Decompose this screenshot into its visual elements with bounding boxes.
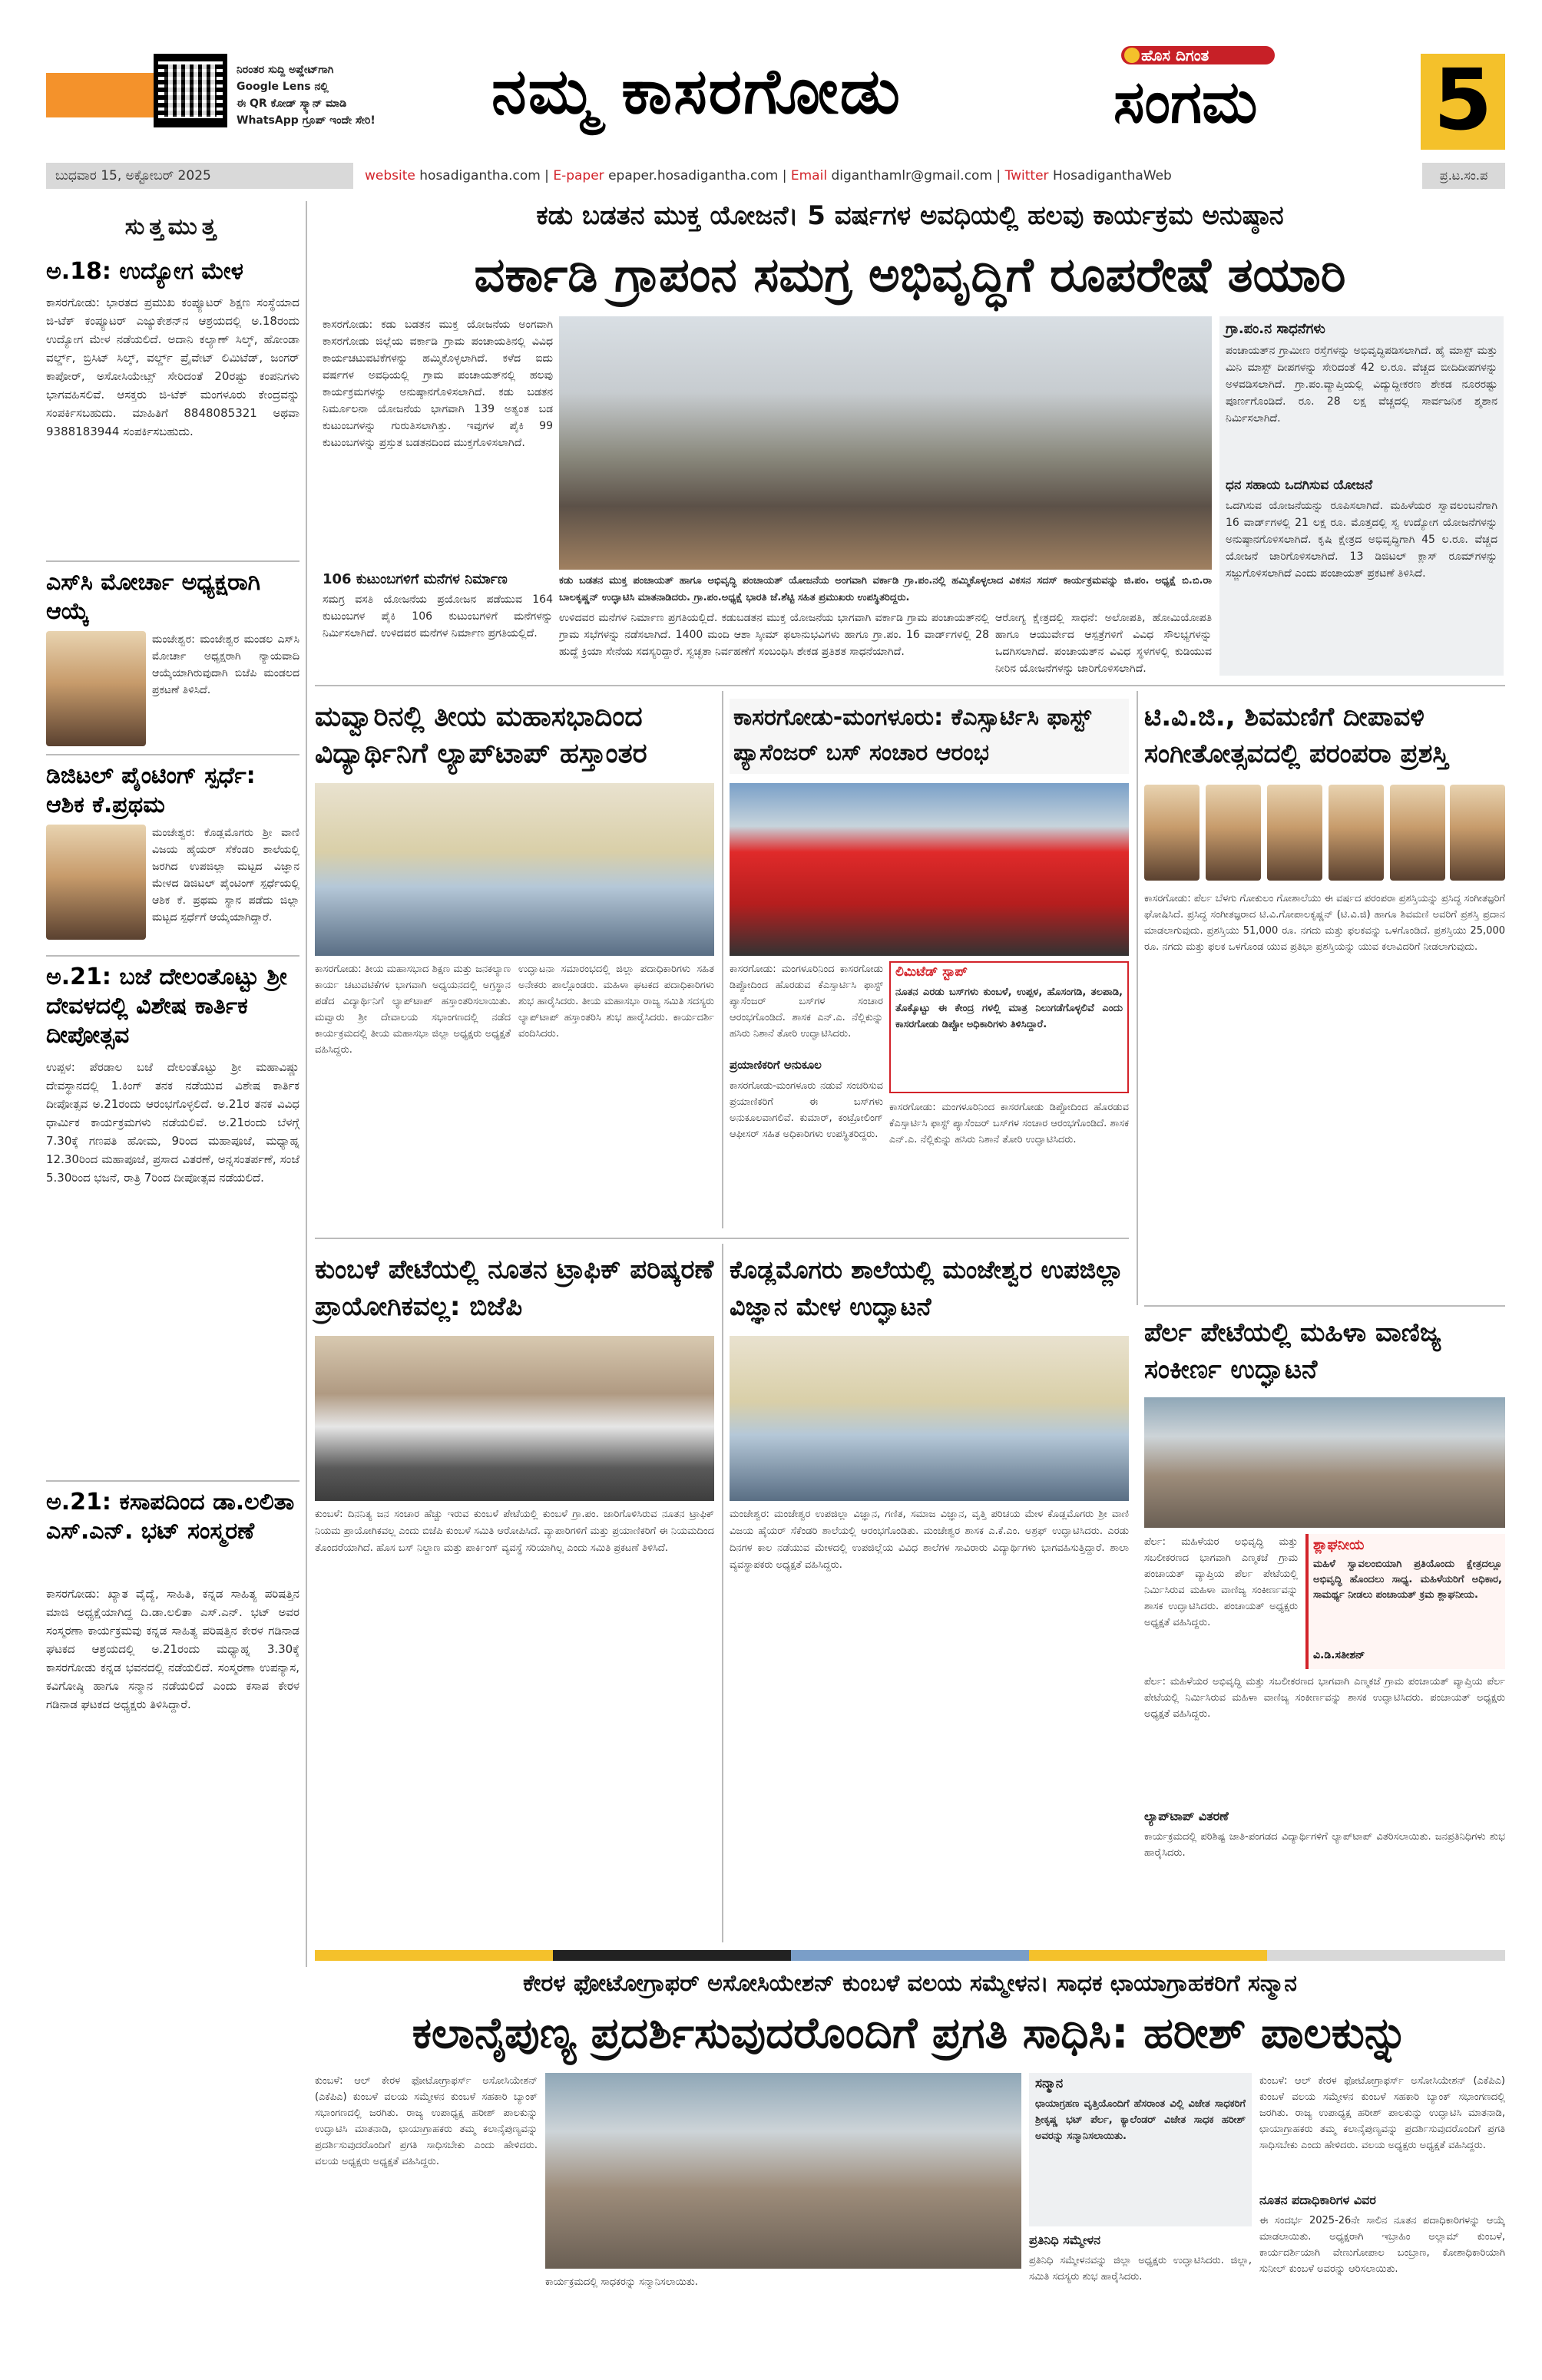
email-link[interactable]: diganthamlr@gmail.com [831, 168, 993, 183]
box-title: ಸನ್ಮಾನ [1035, 2076, 1064, 2091]
divider [315, 1238, 1129, 1239]
street-photo [315, 1336, 714, 1501]
article-body: ಮಂಜೇಶ್ವರ: ಕೊಡ್ಲಮೊಗರು ಶ್ರೀ ವಾಣಿ ವಿಜಯ ಹೈಯರ್ ಸೆಕೆಂಡರಿ ಶಾಲೆಯಲ್ಲಿ ಜರಗಿದ ಉಪಜಿಲ್ಲಾ ಮಟ್ಟದ ವಿಜ್ಞಾನ ಮೇಳದ ಡಿಜಿಟಲ್ ಪೈಂಟಿಂಗ್ ಸ್ಪರ್ಧೆಯಲ್ಲಿ ಆಶಿಕ ಕೆ. ಪ್ರಥಮ ಸ್ಥಾನ ಪಡೆದು ಜಿಲ್ಲಾ ಮಟ್ಟದ ಸ್ಪರ್ಧೆಗೆ ಆಯ್ಕೆಯಾಗಿದ್ದಾರೆ. [152, 827, 299, 924]
article-body: ಕಾಸರಗೋಡು: ಮಂಗಳೂರಿನಿಂದ ಕಾಸರಗೋಡು ಡಿಪ್ಪೋದಿಂದ ಹೊರಡುವ ಕೆಎಸ್ಸಾರ್ಟಿಸಿ ಫಾಸ್ಟ್ ಪ್ಯಾಸೆಂಜರ್ ಬಸ್‌ಗಳ ಸಂಚಾರ ಆರಂಭಗೊಂಡಿದೆ. ಶಾಸಕ ಎನ್.ಎ. ನೆಲ್ಲಿಕುನ್ನು ಹಸಿರು ನಿಶಾನೆ ತೋರಿ ಉದ್ಘಾಟಿಸಿದರು. [889, 1102, 1129, 1145]
group-photo [545, 2073, 1021, 2269]
subheading: ಪ್ರತಿನಿಧಿ ಸಮ್ಮೇಳನ [1029, 2233, 1100, 2247]
headline: ಅ.21: ಬಜೆ ದೇಲಂತೊಟ್ಟು ಶ್ರೀ ದೇವಳದಲ್ಲಿ ವಿಶೇಷ ಕಾರ್ತಿಕ ದೀಪೋತ್ಸವ [46, 964, 287, 1049]
website-link[interactable]: hosadigantha.com [419, 168, 541, 183]
subheading: ನೂತನ ಪದಾಧಿಕಾರಿಗಳ ವಿವರ [1259, 2193, 1376, 2207]
lead-headline: ಕಲಾನೈಪುಣ್ಯ ಪ್ರದರ್ಶಿಸುವುದರೊಂದಿಗೆ ಪ್ರಗತಿ ಸಾಧಿಸಿ: ಹರೀಶ್ ಪಾಲಕುನ್ನು [412, 2008, 1408, 2058]
column-divider [722, 691, 723, 1228]
article-body: ಕುಂಬಳೆ: ಆಲ್ ಕೇರಳ ಫೋಟೋಗ್ರಾಫರ್ಸ್ ಅಸೋಸಿಯೇಶನ್ (ಎಕೆಪಿಎ) ಕುಂಬಳೆ ವಲಯ ಸಮ್ಮೇಳನ ಕುಂಬಳೆ ಸಹಕಾರಿ ಬ್ಯಾಂಕ್ ಸಭಾಂಗಣದಲ್ಲಿ ಜರಗಿತು. ರಾಜ್ಯ ಉಪಾಧ್ಯಕ್ಷ ಹರೀಶ್ ಪಾಲಕುನ್ನು ಉದ್ಘಾಟಿಸಿ ಮಾತನಾಡಿ, ಛಾಯಾಗ್ರಾಹಕರು ತಮ್ಮ ಕಲಾನೈಪುಣ್ಯವನ್ನು ಪ್ರದರ್ಶಿಸುವುದರೊಂದಿಗೆ ಪ್ರಗತಿ ಸಾಧಿಸಬೇಕು ಎಂದು ಹೇಳಿದರು. ವಲಯ ಅಧ್ಯಕ್ಷರು ಅಧ್ಯಕ್ಷತೆ ವಹಿಸಿದ್ದರು. [1259, 2075, 1505, 2151]
subheading: ಪ್ರಯಾಣಿಕರಿಗೆ ಅನುಕೂಲ [730, 1058, 822, 1072]
headline: ಅ.18: ಉದ್ಯೋಗ ಮೇಳ [46, 258, 243, 285]
article-body: ಉದ್ಘಾಟನಾ ಸಮಾರಂಭದಲ್ಲಿ ಜಿಲ್ಲಾ ಪದಾಧಿಕಾರಿಗಳು ಸಹಿತ ಅನೇಕರು ಪಾಲ್ಗೊಂಡರು. ಮಹಿಳಾ ಘಟಕದ ಪದಾಧಿಕಾರಿಗಳು ಶುಭ ಹಾರೈಸಿದರು. ತೀಯ ಮಹಾಸಭಾ ರಾಜ್ಯ ಸಮಿತಿ ಸದಸ್ಯರು ಲ್ಯಾಪ್‌ಟಾಪ್ ಹಸ್ತಾಂತರಿಸಿ ಶುಭ ಹಾರೈಸಿದರು. ಕಾರ್ಯದರ್ಶಿ ವಂದಿಸಿದರು. [518, 964, 714, 1040]
event-photo [559, 316, 1212, 570]
event-photo [730, 1336, 1129, 1501]
article-body: ಸಮಗ್ರ ವಸತಿ ಯೋಜನೆಯ ಪ್ರಯೋಜನ ಪಡೆಯುವ 164 ಕುಟುಂಬಗಳ ಪೈಕಿ 106 ಕುಟುಂಬಗಳಿಗೆ ಮನೆಗಳನ್ನು ನಿರ್ಮಿಸಲಾಗಿದೆ. ಉಳಿದವರ ಮನೆಗಳ ನಿರ್ಮಾಣ ಪ್ರಗತಿಯಲ್ಲಿದೆ. [323, 593, 553, 640]
quote-text: ಮಹಿಳೆ ಸ್ವಾವಲಂಬಿಯಾಗಿ ಪ್ರತಿಯೊಂದು ಕ್ಷೇತ್ರದಲ್ಲೂ ಅಭಿವೃದ್ಧಿ ಹೊಂದಲು ಸಾಧ್ಯ. ಮಹಿಳೆಯರಿಗೆ ಅಧಿಕಾರ, ಸಾಮರ್ಥ್ಯ ನೀಡಲು ಪಂಚಾಯತ್ ಕ್ರಮ ಶ್ಲಾಘನೀಯ. [1313, 1559, 1502, 1601]
edition-code: ಪ್ರ.ಟ.ಸಂ.ಪ [1422, 163, 1505, 189]
divider [46, 754, 299, 755]
article-body: ಉಪ್ಪಳ: ಪೆರಡಾಲ ಬಜೆ ದೇಲಂತೊಟ್ಟು ಶ್ರೀ ಮಹಾವಿಷ್ಣು ದೇವಸ್ಥಾನದಲ್ಲಿ 1.ಕಿಂಗ್ ತನಕ ನಡೆಯುವ ವಿಶೇಷ ಕಾರ್ತಿಕ ದೀಪೋತ್ಸವ ಅ.21ರಂದು ಆರಂಭಗೊಳ್ಳಲಿದೆ. ಅ.21ರ ತನಕ ವಿವಿಧ ಧಾರ್ಮಿಕ ಕಾರ್ಯಕ್ರಮಗಳು ನಡೆಯಲಿವೆ. ಅ.21ರಂದು ಬೆಳಗ್ಗೆ 7.30ಕ್ಕೆ ಗಣಪತಿ ಹೋಮ, 9ರಿಂದ ಮಹಾಪೂಜೆ, ಮಧ್ಯಾಹ್ನ 12.30ರಿಂದ ಮಹಾಪೂಜೆ, ಪ್ರಸಾದ ವಿತರಣೆ, ಅನ್ನಸಂತರ್ಪಣೆ, ಸಂಜೆ 5.30ರಿಂದ ಭಜನೆ, ರಾತ್ರಿ 7ರಿಂದ ದೀಪೋತ್ಸವ ನಡೆಯಲಿದೆ. [46, 1060, 299, 1185]
section-divider-strip [315, 1950, 1505, 1961]
article-body: ಕುಂಬಳೆ: ಆಲ್ ಕೇರಳ ಫೋಟೋಗ್ರಾಫರ್ಸ್ ಅಸೋಸಿಯೇಶನ್ (ಎಕೆಪಿಎ) ಕುಂಬಳೆ ವಲಯ ಸಮ್ಮೇಳನ ಕುಂಬಳೆ ಸಹಕಾರಿ ಬ್ಯಾಂಕ್ ಸಭಾಂಗಣದಲ್ಲಿ ಜರಗಿತು. ರಾಜ್ಯ ಉಪಾಧ್ಯಕ್ಷ ಹರೀಶ್ ಪಾಲಕುನ್ನು ಉದ್ಘಾಟಿಸಿ ಮಾತನಾಡಿ, ಛಾಯಾಗ್ರಾಹಕರು ತಮ್ಮ ಕಲಾನೈಪುಣ್ಯವನ್ನು ಪ್ರದರ್ಶಿಸುವುದರೊಂದಿಗೆ ಪ್ರಗತಿ ಸಾಧಿಸಬೇಕು ಎಂದು ಹೇಳಿದರು. ವಲಯ ಅಧ್ಯಕ್ಷರು ಅಧ್ಯಕ್ಷತೆ ವಹಿಸಿದ್ದರು. [315, 2075, 538, 2167]
person-photo [1267, 785, 1322, 881]
qr-line: WhatsApp ಗ್ರೂಪ್ ಇಂದೇ ಸೇರಿ! [237, 114, 376, 127]
headline: ಎಸ್‌ಸಿ ಮೋರ್ಚಾ ಅಧ್ಯಕ್ಷರಾಗಿ ಆಯ್ಕೆ [46, 569, 261, 625]
column-divider [306, 201, 307, 1967]
headline: ಪೆರ್ಲ ಪೇಟೆಯಲ್ಲಿ ಮಹಿಳಾ ವಾಣಿಜ್ಯ ಸಂಕೀರ್ಣ ಉದ್ಘಾಟನೆ [1144, 1317, 1441, 1385]
box-title: ಗ್ರಾ.ಪಂ.ನ ಸಾಧನೆಗಳು [1226, 321, 1325, 337]
qr-code[interactable] [154, 54, 227, 127]
epaper-link[interactable]: epaper.hosadigantha.com [608, 168, 779, 183]
box-text: ಪಂಚಾಯತ್‌ನ ಗ್ರಾಮೀಣ ರಸ್ತೆಗಳನ್ನು ಅಭಿವೃದ್ಧಿಪಡಿಸಲಾಗಿದೆ. ಹೈ ಮಾಸ್ಟ್ ಮತ್ತು ಮಿನಿ ಮಾಸ್ಟ್ ದೀಪಗಳನ್ನು ಸೇರಿದಂತೆ 42 ಲ.ರೂ. ವೆಚ್ಚದ ಬೀದಿದೀಪಗಳನ್ನು ಅಳವಡಿಸಲಾಗಿದೆ. ಗ್ರಾ.ಪಂ.ವ್ಯಾಪ್ತಿಯಲ್ಲಿ ವಿದ್ಯುದ್ದೀಕರಣ ಶೇಕಡ ನೂರರಷ್ಟು ಪೂರ್ಣಗೊಂಡಿದೆ. ರೂ. 28 ಲಕ್ಷ ವೆಚ್ಚದಲ್ಲಿ ಸಾರ್ವಜನಿಕ ಶ್ಮಶಾನ ನಿರ್ಮಿಸಲಾಗಿದೆ. [1226, 345, 1497, 425]
twitter-link[interactable]: HosadiganthaWeb [1052, 168, 1172, 183]
article-body: ಪ್ರತಿನಿಧಿ ಸಮ್ಮೇಳನವನ್ನು ಜಿಲ್ಲಾ ಅಧ್ಯಕ್ಷರು ಉದ್ಘಾಟಿಸಿದರು. ಜಿಲ್ಲಾ, ಸಮಿತಿ ಸದಸ್ಯರು ಶುಭ ಹಾರೈಸಿದರು. [1029, 2255, 1252, 2282]
twitter-label: Twitter [1004, 168, 1049, 183]
quote-author: ವಿ.ಡಿ.ಸತೀಶನ್ [1313, 1649, 1365, 1661]
article-body: ಮಂಜೇಶ್ವರ: ಮಂಜೇಶ್ವರ ಮಂಡಲ ಎಸ್‌ಸಿ ಮೋರ್ಚಾ ಅಧ್ಯಕ್ಷರಾಗಿ ನ್ಯಾಯವಾದಿ ಆಯ್ಕೆಯಾಗಿರುವುದಾಗಿ ಬಿಜೆಪಿ ಮಂಡಲದ ಪ್ರಕಟಣೆ ತಿಳಿಸಿದೆ. [152, 633, 299, 696]
column-title-text: ಸುತ್ತಮುತ್ತ [124, 213, 221, 240]
column-divider [1137, 691, 1138, 1305]
article-body: ಆರೋಗ್ಯ ಕ್ಷೇತ್ರದಲ್ಲಿ ಸಾಧನೆ: ಅಲೋಪತಿ, ಹೋಮಿಯೋಪತಿ ಹಾಗೂ ಆಯುರ್ವೇದ ಆಸ್ಪತ್ರೆಗಳಿಗೆ ವಿವಿಧ ಸೌಲಭ್ಯಗಳನ್ನು ಒದಗಿಸಲಾಗಿದೆ. ಪಂಚಾಯತ್‌ನ ವಿವಿಧ ಸ್ಥಳಗಳಲ್ಲಿ ಕುಡಿಯುವ ನೀರಿನ ಯೋಜನೆಗಳನ್ನು ಜಾರಿಗೊಳಿಸಲಾಗಿದೆ. [995, 612, 1212, 675]
article-body: ಕಾರ್ಯಕ್ರಮದಲ್ಲಿ ಪರಿಶಿಷ್ಟ ಜಾತಿ-ಪಂಗಡದ ವಿದ್ಯಾರ್ಥಿಗಳಿಗೆ ಲ್ಯಾಪ್‌ಟಾಪ್ ವಿತರಿಸಲಾಯಿತು. ಜನಪ್ರತಿನಿಧಿಗಳು ಶುಭ ಹಾರೈಸಿದರು. [1144, 1831, 1505, 1859]
article-body: ಕಾಸರಗೋಡು: ಪೆರ್ಲ ಬೆಳಗು ಗೋಕುಲಂ ಗೋಶಾಲೆಯು ಈ ವರ್ಷದ ಪರಂಪರಾ ಪ್ರಶಸ್ತಿಯನ್ನು ಪ್ರಸಿದ್ಧ ಸಂಗೀತಜ್ಞರಿಗೆ ಘೋಷಿಸಿದೆ. ಪ್ರಸಿದ್ಧ ಸಂಗೀತಜ್ಞರಾದ ಟಿ.ವಿ.ಗೋಪಾಲಕೃಷ್ಣನ್ (ಟಿ.ವಿ.ಜಿ) ಹಾಗೂ ಶಿವಮಣಿ ಅವರಿಗೆ ಪ್ರಶಸ್ತಿ ಪ್ರದಾನ ಮಾಡಲಾಗುವುದು. ಪ್ರಶಸ್ತಿಯು 51,000 ರೂ. ನಗದು ಮತ್ತು ಫಲಕವನ್ನು ಒಳಗೊಂಡಿದೆ. ಪ್ರಶಸ್ತಿಯು 25,000 ರೂ. ನಗದು ಮತ್ತು ಫಲಕ ಒಳಗೊಂಡ ಯುವ ಪ್ರತಿಭಾ ಪ್ರಶಸ್ತಿಯನ್ನು ಯುವ ಕಲಾವಿದರಿಗೆ ನೀಡಲಾಗುವುದು. [1144, 893, 1505, 953]
page-title: ನಮ್ಮ ಕಾಸರಗೋಡು [491, 55, 902, 128]
brand-logo: ಹೊಸ ದಿಗಂತ [1121, 46, 1275, 64]
person-photo [1450, 785, 1505, 881]
article-body: ಪೆರ್ಲ: ಮಹಿಳೆಯರ ಅಭಿವೃದ್ಧಿ ಮತ್ತು ಸಬಲೀಕರಣದ ಭಾಗವಾಗಿ ಎಣ್ಮಕಜೆ ಗ್ರಾಮ ಪಂಚಾಯತ್ ವ್ಯಾಪ್ತಿಯ ಪೆರ್ಲ ಪೇಟೆಯಲ್ಲಿ ನಿರ್ಮಿಸಿರುವ ಮಹಿಳಾ ವಾಣಿಜ್ಯ ಸಂಕೀರ್ಣವನ್ನು ಶಾಸಕ ಉದ್ಘಾಟಿಸಿದರು. ಪಂಚಾಯತ್ ಅಧ್ಯಕ್ಷರು ಅಧ್ಯಕ್ಷತೆ ವಹಿಸಿದ್ದರು. [1144, 1676, 1505, 1720]
article-body: ಕಾಸರಗೋಡು-ಮಂಗಳೂರು ನಡುವೆ ಸಂಚರಿಸುವ ಪ್ರಯಾಣಿಕರಿಗೆ ಈ ಬಸ್‌ಗಳು ಅನುಕೂಲವಾಗಲಿವೆ. ಕುಮಾರ್, ಕಂಟ್ರೋಲಿಂಗ್ ಆಫೀಸರ್ ಸಹಿತ ಅಧಿಕಾರಿಗಳು ಉಪಸ್ಥಿತರಿದ್ದರು. [730, 1080, 883, 1140]
person-photo [46, 631, 146, 746]
lead-kicker: ಕೇರಳ ಫೋಟೋಗ್ರಾಫರ್ ಅಸೋಸಿಯೇಶನ್ ಕುಂಬಳೆ ವಲಯ ಸಮ್ಮೇಳನ। ಸಾಧಕ ಛಾಯಾಗ್ರಾಹಕರಿಗೆ ಸನ್ಮಾನ [523, 1970, 1297, 1997]
column-title [46, 206, 299, 249]
article-body: ಕಾಸರಗೋಡು: ಕಡು ಬಡತನ ಮುಕ್ತ ಯೋಜನೆಯ ಅಂಗವಾಗಿ ಕಾಸರಗೋಡು ಜಿಲ್ಲೆಯ ವರ್ಕಾಡಿ ಗ್ರಾಮ ಪಂಚಾಯತಿನಲ್ಲಿ ವಿವಿಧ ಕಾರ್ಯಚಟುವಟಿಕೆಗಳನ್ನು ಹಮ್ಮಿಕೊಳ್ಳಲಾಗಿದೆ. ಕಳೆದ ಐದು ವರ್ಷಗಳ ಅವಧಿಯಲ್ಲಿ ಗ್ರಾಮ ಪಂಚಾಯತ್‌ನಲ್ಲಿ ಹಲವು ಕಾರ್ಯಕ್ರಮಗಳನ್ನು ಅನುಷ್ಠಾನಗೊಳಿಸಲಾಗಿದೆ. ಕಡು ಬಡತನ ನಿರ್ಮೂಲನಾ ಯೋಜನೆಯ ಭಾಗವಾಗಿ 139 ಅತ್ಯಂತ ಬಡ ಕುಟುಂಬಗಳನ್ನು ಗುರುತಿಸಲಾಗಿತ್ತು. ಇವುಗಳ ಪೈಕಿ 99 ಕುಟುಂಬಗಳನ್ನು ಪ್ರಸ್ತುತ ಬಡತನದಿಂದ ಮುಕ್ತಗೊಳಿಸಲಾಗಿದೆ. [323, 319, 553, 449]
divider [46, 955, 299, 957]
headline: ಅ.21: ಕಸಾಪದಿಂದ ಡಾ.ಲಲಿತಾ ಎಸ್.ಎನ್. ಭಟ್ ಸಂಸ್ಮರಣೆ [46, 1489, 295, 1545]
divider [315, 685, 1505, 686]
contact-links: website hosadigantha.com | E-paper epaper.hosadigantha.com | Email diganthamlr@gmail.com | Twitter HosadiganthaWeb [365, 168, 1172, 183]
article-body: ಮಂಜೇಶ್ವರ: ಮಂಜೇಶ್ವರ ಉಪಜಿಲ್ಲಾ ವಿಜ್ಞಾನ, ಗಣಿತ, ಸಮಾಜ ವಿಜ್ಞಾನ, ವೃತ್ತಿ ಪರಿಚಯ ಮೇಳ ಕೊಡ್ಲಮೊಗರು ಶ್ರೀ ವಾಣಿ ವಿಜಯ ಹೈಯರ್ ಸೆಕೆಂಡರಿ ಶಾಲೆಯಲ್ಲಿ ಆರಂಭಗೊಂಡಿತು. ಮಂಜೇಶ್ವರ ಶಾಸಕ ಎ.ಕೆ.ಎಂ. ಅಶ್ರಫ್ ಉದ್ಘಾಟಿಸಿದರು. ಎರಡು ದಿನಗಳ ಕಾಲ ನಡೆಯುವ ಮೇಳದಲ್ಲಿ ಉಪಜಿಲ್ಲೆಯ ವಿವಿಧ ಶಾಲೆಗಳ ಸಾವಿರಾರು ವಿದ್ಯಾರ್ಥಿಗಳು ಭಾಗವಹಿಸುತ್ತಿದ್ದಾರೆ. ಶಾಲಾ ವ್ಯವಸ್ಥಾಪಕರು ಅಧ್ಯಕ್ಷತೆ ವಹಿಸಿದ್ದರು. [730, 1509, 1129, 1571]
qr-line: Google Lens ನಲ್ಲಿ [237, 81, 329, 93]
article-body: ಪೆರ್ಲ: ಮಹಿಳೆಯರ ಅಭಿವೃದ್ಧಿ ಮತ್ತು ಸಬಲೀಕರಣದ ಭಾಗವಾಗಿ ಎಣ್ಮಕಜೆ ಗ್ರಾಮ ಪಂಚಾಯತ್ ವ್ಯಾಪ್ತಿಯ ಪೆರ್ಲ ಪೇಟೆಯಲ್ಲಿ ನಿರ್ಮಿಸಿರುವ ಮಹಿಳಾ ವಾಣಿಜ್ಯ ಸಂಕೀರ್ಣವನ್ನು ಶಾಸಕ ಉದ್ಘಾಟಿಸಿದರು. ಪಂಚಾಯತ್ ಅಧ್ಯಕ್ಷರು ಅಧ್ಯಕ್ಷತೆ ವಹಿಸಿದ್ದರು. [1144, 1536, 1298, 1628]
person-photo [1329, 785, 1384, 881]
email-label: Email [790, 168, 828, 183]
box-text: ನೂತನ ಎರಡು ಬಸ್‌ಗಳು ಕುಂಬಳೆ, ಉಪ್ಪಳ, ಹೊಸಂಗಡಿ, ತಲಪಾಡಿ, ತೊಕ್ಕೊಟ್ಟು ಈ ಕೇಂದ್ರ ಗಳಲ್ಲಿ ಮಾತ್ರ ನಿಲುಗಡೆಗೊಳ್ಳಲಿವೆ ಎಂದು ಕಾಸರಗೋಡು ಡಿಪ್ಪೋ ಅಧಿಕಾರಿಗಳು ತಿಳಿಸಿದ್ದಾರೆ. [895, 987, 1123, 1030]
article-body: ಕಾಸರಗೋಡು: ತೀಯ ಮಹಾಸಭಾದ ಶಿಕ್ಷಣ ಮತ್ತು ಜನಕಲ್ಯಾಣ ಕಾರ್ಯ ಚಟುವಟಿಕೆಗಳ ಭಾಗವಾಗಿ ಅಧ್ಯಯನದಲ್ಲಿ ಅಗ್ರಸ್ಥಾನ ಪಡೆದ ವಿದ್ಯಾರ್ಥಿನಿಗೆ ಲ್ಯಾಪ್‌ಟಾಪ್ ಹಸ್ತಾಂತರಿಸಲಾಯಿತು. ಮವ್ವಾರು ಶ್ರೀ ದೇವಾಲಯ ಸಭಾಂಗಣದಲ್ಲಿ ನಡೆದ ಕಾರ್ಯಕ್ರಮದಲ್ಲಿ ತೀಯ ಮಹಾಸಭಾ ಜಿಲ್ಲಾ ಅಧ್ಯಕ್ಷರು ಅಧ್ಯಕ್ಷತೆ ವಹಿಸಿದ್ದರು. [315, 964, 511, 1056]
headline: ಡಿಜಿಟಲ್ ಪೈಂಟಿಂಗ್ ಸ್ಪರ್ಧೆ: ಆಶಿಕ ಕೆ.ಪ್ರಥಮ [46, 762, 256, 818]
headline: ಮವ್ವಾರಿನಲ್ಲಿ ತೀಯ ಮಹಾಸಭಾದಿಂದ ವಿದ್ಯಾರ್ಥಿನಿಗೆ ಲ್ಯಾಪ್‌ಟಾಪ್ ಹಸ್ತಾಂತರ [315, 701, 647, 769]
event-photo [315, 783, 714, 956]
headline: ಕಾಸರಗೋಡು-ಮಂಗಳೂರು: ಕೆಎಸ್ಸಾರ್ಟಿಸಿ ಫಾಸ್ಟ್ ಪ್ಯಾಸೆಂಜರ್ ಬಸ್ ಸಂಚಾರ ಆರಂಭ [733, 704, 1092, 766]
brand-icon [1124, 48, 1140, 63]
epaper-label: E-paper [553, 168, 604, 183]
masthead-accent-bar [46, 73, 161, 117]
divider [46, 1480, 299, 1482]
bus-photo [730, 783, 1129, 956]
lead-kicker: ಕಡು ಬಡತನ ಮುಕ್ತ ಯೋಜನೆ। 5 ವರ್ಷಗಳ ಅವಧಿಯಲ್ಲಿ ಹಲವು ಕಾರ್ಯಕ್ರಮ ಅನುಷ್ಠಾನ [536, 200, 1284, 231]
section-title: ಸಂಗಮ [1113, 68, 1258, 136]
headline: ಕುಂಬಳೆ ಪೇಟೆಯಲ್ಲಿ ನೂತನ ಟ್ರಾಫಿಕ್ ಪರಿಷ್ಕರಣೆ ಪ್ರಾಯೋಗಿಕವಲ್ಲ: ಬಿಜೆಪಿ [315, 1254, 714, 1322]
article-body: ಈ ಸಂದರ್ಭ 2025-26ನೇ ಸಾಲಿನ ನೂತನ ಪದಾಧಿಕಾರಿಗಳನ್ನು ಆಯ್ಕೆ ಮಾಡಲಾಯಿತು. ಅಧ್ಯಕ್ಷರಾಗಿ ಇಬ್ರಾಹಿಂ ಅಲ್ಲಾಮ್ ಕುಂಬಳೆ, ಕಾರ್ಯದರ್ಶಿಯಾಗಿ ವೇಣುಗೋಪಾಲ ಬಂಬ್ರಾಣ, ಕೋಶಾಧಿಕಾರಿಯಾಗಿ ಸುನೀಲ್ ಕುಂಬಳೆ ಅವರನ್ನು ಆರಿಸಲಾಯಿತು. [1259, 2215, 1505, 2275]
photo-caption: ಕಡು ಬಡತನ ಮುಕ್ತ ಪಂಚಾಯತ್ ಹಾಗೂ ಅಭಿವೃದ್ಧಿ ಪಂಚಾಯತ್ ಯೋಜನೆಯ ಅಂಗವಾಗಿ ವರ್ಕಾಡಿ ಗ್ರಾ.ಪಂ.ನಲ್ಲಿ ಹಮ್ಮಿಕೊಳ್ಳಲಾದ ವಿಕಸನ ಸದಸ್ ಕಾರ್ಯಕ್ರಮವನ್ನು ಜಿ.ಪಂ. ಅಧ್ಯಕ್ಷೆ ಬಿ.ಬಿ.ರಾ ಬಾಲಕೃಷ್ಣನ್ ಉದ್ಘಾಟಿಸಿ ಮಾತನಾಡಿದರು. ಗ್ರಾ.ಪಂ.ಅಧ್ಯಕ್ಷೆ ಭಾರತಿ ಜೆ.ಶೆಟ್ಟಿ ಸಹಿತ ಪ್ರಮುಖರು ಉಪಸ್ಥಿತರಿದ್ದರು. [559, 575, 1212, 603]
lead-headline: ವರ್ಕಾಡಿ ಗ್ರಾಪಂನ ಸಮಗ್ರ ಅಭಿವೃದ್ಧಿಗೆ ರೂಪರೇಷೆ ತಯಾರಿ [474, 246, 1346, 302]
issue-date: ಬುಧವಾರ 15, ಅಕ್ಟೋಬರ್ 2025 [46, 163, 353, 189]
subheading: ಧನ ಸಹಾಯ ಒದಗಿಸುವ ಯೋಜನೆ [1226, 478, 1373, 493]
event-photo [1144, 1397, 1505, 1528]
article-body: ಕುಂಬಳೆ: ದಿನನಿತ್ಯ ಜನ ಸಂಚಾರ ಹೆಚ್ಚು ಇರುವ ಕುಂಬಳೆ ಪೇಟೆಯಲ್ಲಿ ಕುಂಬಳೆ ಗ್ರಾ.ಪಂ. ಜಾರಿಗೊಳಿಸಿರುವ ನೂತನ ಟ್ರಾಫಿಕ್ ನಿಯಮ ಪ್ರಾಯೋಗಿಕವಲ್ಲ ಎಂದು ಬಿಜೆಪಿ ಕುಂಬಳೆ ಸಮಿತಿ ಆರೋಪಿಸಿದೆ. ವ್ಯಾಪಾರಿಗಳಿಗೆ ಮತ್ತು ಪ್ರಯಾಣಿಕರಿಗೆ ಈ ನಿಯಮದಿಂದ ತೊಂದರೆಯಾಗಿದೆ. ಹೊಸ ಬಸ್ ನಿಲ್ದಾಣ ಮತ್ತು ಪಾರ್ಕಿಂಗ್ ವ್ಯವಸ್ಥೆ ಸರಿಯಾಗಿಲ್ಲ ಎಂದು ಸಮಿತಿ ಪ್ರಕಟಣೆ ತಿಳಿಸಿದೆ. [315, 1509, 714, 1554]
page-number: 5 [1421, 54, 1505, 150]
person-photo [1206, 785, 1261, 881]
person-photo [46, 825, 146, 940]
person-photo [1390, 785, 1445, 881]
article-body: ಕಾಸರಗೋಡು: ಮಂಗಳೂರಿನಿಂದ ಕಾಸರಗೋಡು ಡಿಪ್ಪೋದಿಂದ ಹೊರಡುವ ಕೆಎಸ್ಸಾರ್ಟಿಸಿ ಫಾಸ್ಟ್ ಪ್ಯಾಸೆಂಜರ್ ಬಸ್‌ಗಳ ಸಂಚಾರ ಆರಂಭಗೊಂಡಿದೆ. ಶಾಸಕ ಎನ್.ಎ. ನೆಲ್ಲಿಕುನ್ನು ಹಸಿರು ನಿಶಾನೆ ತೋರಿ ಉದ್ಘಾಟಿಸಿದರು. [730, 964, 883, 1040]
subheading: 106 ಕುಟುಂಬಗಳಿಗೆ ಮನೆಗಳ ನಿರ್ಮಾಣ [323, 571, 508, 587]
article-body: ಕಾಸರಗೋಡು: ಖ್ಯಾತ ವೈದ್ಯೆ, ಸಾಹಿತಿ, ಕನ್ನಡ ಸಾಹಿತ್ಯ ಪರಿಷತ್ತಿನ ಮಾಜಿ ಅಧ್ಯಕ್ಷೆಯಾಗಿದ್ದ ದಿ.ಡಾ.ಲಲಿತಾ ಎಸ್.ಎನ್. ಭಟ್ ಅವರ ಸಂಸ್ಮರಣಾ ಕಾರ್ಯಕ್ರಮವು ಕನ್ನಡ ಸಾಹಿತ್ಯ ಪರಿಷತ್ತಿನ ಕೇರಳ ಗಡಿನಾಡ ಘಟಕದ ಆಶ್ರಯದಲ್ಲಿ ಅ.21ರಂದು ಮಧ್ಯಾಹ್ನ 3.30ಕ್ಕೆ ಕಾಸರಗೋಡು ಕನ್ನಡ ಭವನದಲ್ಲಿ ನಡೆಯಲಿದೆ. ಸಂಸ್ಮರಣಾ ಉಪನ್ಯಾಸ, ಕವಿಗೋಷ್ಠಿ ಹಾಗೂ ಸನ್ಮಾನ ನಡೆಯಲಿದೆ ಎಂದು ಕಸಾಪ ಕೇರಳ ಗಡಿನಾಡ ಘಟಕದ ಅಧ್ಯಕ್ಷರು ತಿಳಿಸಿದ್ದಾರೆ. [46, 1587, 299, 1711]
divider [46, 560, 299, 562]
headline: ಕೊಡ್ಲಮೊಗರು ಶಾಲೆಯಲ್ಲಿ ಮಂಜೇಶ್ವರ ಉಪಜಿಲ್ಲಾ ವಿಜ್ಞಾನ ಮೇಳ ಉದ್ಘಾಟನೆ [730, 1255, 1123, 1321]
photo-caption: ಕಾರ್ಯಕ್ರಮದಲ್ಲಿ ಸಾಧಕರನ್ನು ಸನ್ಮಾನಿಸಲಾಯಿತು. [545, 2276, 698, 2288]
divider [1144, 1305, 1505, 1307]
article-body: ಉಳಿದವರ ಮನೆಗಳ ನಿರ್ಮಾಣ ಪ್ರಗತಿಯಲ್ಲಿದೆ. ಕಡುಬಡತನ ಮುಕ್ತ ಯೋಜನೆಯ ಭಾಗವಾಗಿ ವರ್ಕಾಡಿ ಗ್ರಾಮ ಪಂಚಾಯತ್‌ನಲ್ಲಿ ಗ್ರಾಮ ಸಭೆಗಳನ್ನು ನಡೆಸಲಾಗಿದೆ. 1400 ಮಂದಿ ಆಶಾ ಸ್ಕೀಮ್ ಫಲಾನುಭವಿಗಳು ಹಾಗೂ ಗ್ರಾ.ಪಂ. 16 ವಾರ್ಡ್‌ಗಳಲ್ಲಿ 28 ಹುದ್ದೆ ಕ್ರಿಯಾ ಸೇನೆಯ ಸದಸ್ಯರಿದ್ದಾರೆ. ಸ್ವಚ್ಛತಾ ನಿರ್ವಹಣೆಗೆ ಸಂಬಂಧಿಸಿ ಶೇಕಡ ಪ್ರತಿಶತ ಸಾಧನೆಯಾಗಿದೆ. [559, 612, 989, 658]
box-text: ಛಾಯಾಗ್ರಹಣ ವೃತ್ತಿಯೊಂದಿಗೆ ಹೆಸರಾಂತ ವಿಲ್ಲಿ ವಿಜೇತ ಸಾಧಕರಿಗೆ ಶ್ರೀಕೃಷ್ಣ ಭಟ್ ಪೆರ್ಲ, ಕ್ಯಾಲೆಂಡರ್ ವಿಜೇತ ಸಾಧಕ ಹರೀಶ್ ಅವರನ್ನು ಸನ್ಮಾನಿಸಲಾಯಿತು. [1035, 2098, 1246, 2142]
person-photo [1144, 785, 1200, 881]
subheading: ಲ್ಯಾಪ್‌ಟಾಪ್ ವಿತರಣೆ [1144, 1809, 1229, 1823]
qr-instructions [237, 61, 490, 129]
qr-line: ಈ QR ಕೋಡ್ ಸ್ಕ್ಯಾನ್ ಮಾಡಿ [237, 98, 347, 110]
quote-title: ಶ್ಲಾಘನೀಯ [1313, 1537, 1365, 1553]
article-body: ಕಾಸರಗೋಡು: ಭಾರತದ ಪ್ರಮುಖ ಕಂಪ್ಯೂಟರ್ ಶಿಕ್ಷಣ ಸಂಸ್ಥೆಯಾದ ಜಿ-ಟೆಕ್ ಕಂಪ್ಯೂಟರ್ ಎಜ್ಯುಕೇಶನ್‌ನ ಆಶ್ರಯದಲ್ಲಿ ಅ.18ರಂದು ಉದ್ಯೋಗ ಮೇಳ ನಡೆಯಲಿದೆ. ಅದಾನಿ ಕಲ್ಯಾಣ್ ಸಿಲ್ಕ್, ಹೋಂಡಾ ವರ್ಲ್ಡ್, ಬ್ರಿಸಿಟ್ ಸಿಲ್ಕ್, ವರ್ಲ್ಡ್ ಪ್ರೈವೇಟ್ ಲಿಮಿಟೆಡ್, ಜಂಗರ್ ಕಾಪೋರ್, ಅಸೋಸಿಯೇಟ್ಸ್ ಸೇರಿದಂತೆ 20ರಷ್ಟು ಕಂಪನಿಗಳು ಭಾಗವಹಿಸಲಿವೆ. ಆಸಕ್ತರು ಜಿ-ಟೆಕ್ ಮಂಗಳೂರು ಕೇಂದ್ರವನ್ನು ಸಂಪರ್ಕಿಸಬಹುದು. ಮಾಹಿತಿಗೆ 8848085321 ಅಥವಾ 9388183944 ಸಂಪರ್ಕಿಸಬಹುದು. [46, 296, 299, 438]
headline: ಟಿ.ವಿ.ಜಿ., ಶಿವಮಣಿಗೆ ದೀಪಾವಳಿ ಸಂಗೀತೋತ್ಸವದಲ್ಲಿ ಪರಂಪರಾ ಪ್ರಶಸ್ತಿ [1144, 702, 1449, 769]
qr-line: ನಿರಂತರ ಸುದ್ದಿ ಅಪ್ಡೇಟ್‌ಗಾಗಿ [237, 64, 334, 76]
box-title: ಲಿಮಿಟೆಡ್ ಸ್ಟಾಪ್ [895, 964, 968, 980]
column-divider [722, 1244, 723, 1942]
article-body: ಒದಗಿಸುವ ಯೋಜನೆಯನ್ನು ರೂಪಿಸಲಾಗಿದೆ. ಮಹಿಳೆಯರ ಸ್ವಾವಲಂಬನೆಗಾಗಿ 16 ವಾರ್ಡ್‌ಗಳಲ್ಲಿ 21 ಲಕ್ಷ ರೂ. ಮೊತ್ತದಲ್ಲಿ ಸ್ವ ಉದ್ಯೋಗ ಯೋಜನೆಗಳನ್ನು ಅನುಷ್ಠಾನಗೊಳಿಸಲಾಗಿದೆ. ಕೃಷಿ ಕ್ಷೇತ್ರದ ಅಭಿವೃದ್ಧಿಗಾಗಿ 45 ಲ.ರೂ. ವೆಚ್ಚದ ಯೋಜನೆ ಜಾರಿಗೊಳಿಸಲಾಗಿದೆ. 13 ಡಿಜಿಟಲ್ ಕ್ಲಾಸ್ ರೂಮ್‌ಗಳನ್ನು ಸಜ್ಜುಗೊಳಿಸಲಾಗಿದೆ ಎಂದು ಪಂಚಾಯತ್ ಪ್ರಕಟಣೆ ತಿಳಿಸಿದೆ. [1226, 500, 1497, 580]
website-label: website [365, 168, 415, 183]
